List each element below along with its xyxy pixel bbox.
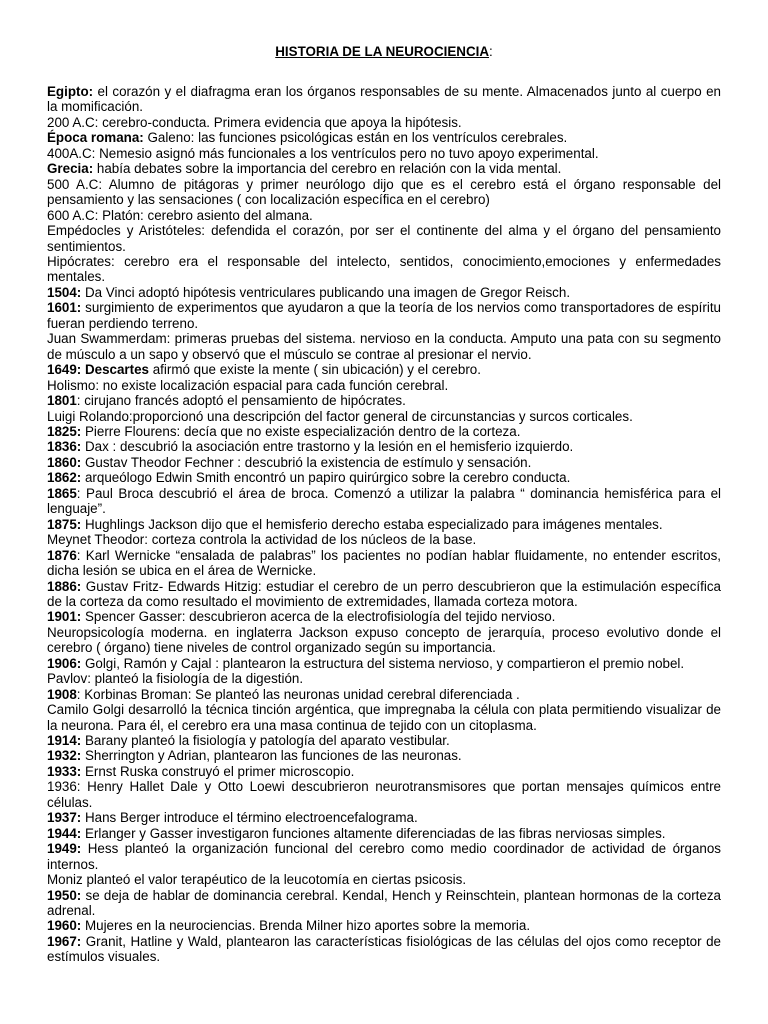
entry-text: Hans Berger introduce el término electroencefalograma. xyxy=(81,810,418,826)
entry-lead: 1960: xyxy=(47,918,82,934)
entry-text: Ernst Ruska construyó el primer microscopio. xyxy=(81,763,355,779)
history-entry xyxy=(47,702,721,733)
history-entry xyxy=(47,331,721,362)
entry-text: afirmó que existe la mente ( sin ubicación) y el cerebro. xyxy=(149,362,481,378)
history-entry xyxy=(47,285,721,300)
history-entry xyxy=(47,208,721,223)
title-text: HISTORIA DE LA NEUROCIENCIA xyxy=(275,44,490,59)
entry-text: Gustav Theodor Fechner : descubrió la existencia de estímulo y sensación. xyxy=(81,454,532,470)
history-entry xyxy=(47,625,721,656)
entry-text: el corazón y el diafragma eran los órganos responsables de su mente. Almacenados junto al cuerpo en la momificación. xyxy=(47,84,721,115)
entry-text: Galeno: las funciones psicológicas están en los ventrículos cerebrales. xyxy=(143,130,568,146)
entry-text: surgimiento de experimentos que ayudaron a que la teoría de los nervios como transportadores de espíritu fueran perdiendo terreno. xyxy=(47,300,721,331)
entry-lead: 1876 xyxy=(47,547,77,563)
entry-text: Juan Swammerdam: primeras pruebas del sistema. nervioso en la conducta. Amputo una pata con su segmento de músculo a un sapo y observó que el músculo se contrae al presionar el nervio. xyxy=(47,331,721,362)
entry-text: Hipócrates: cerebro era el responsable del intelecto, sentidos, conocimiento,emociones y enfermedades mentales. xyxy=(47,253,721,285)
history-entry xyxy=(47,177,721,208)
history-entry xyxy=(47,470,721,485)
entry-text: 400A.C: Nemesio asignó más funcionales a los ventrículos pero no tuvo apoyo experimental. xyxy=(47,145,599,161)
history-entry xyxy=(47,841,721,872)
history-entry xyxy=(47,439,721,454)
history-entry xyxy=(47,826,721,841)
entry-text: Hess planteó la organización funcional del cerebro como medio coordinador de actividad de órganos internos. xyxy=(47,841,721,872)
entry-lead: 1601: xyxy=(47,300,82,316)
history-entry xyxy=(47,130,721,145)
history-entry xyxy=(47,486,721,517)
history-entry xyxy=(47,918,721,933)
history-entry xyxy=(47,779,721,810)
history-entry xyxy=(47,579,721,610)
history-entry xyxy=(47,424,721,439)
history-entry xyxy=(47,934,721,965)
entry-text: : Korbinas Broman: Se planteó las neuronas unidad cerebral diferenciada . xyxy=(76,686,520,702)
history-entry xyxy=(47,362,721,377)
entry-lead: Grecia: xyxy=(47,161,94,177)
entry-lead: 1937: xyxy=(47,810,82,826)
entry-lead: 1862: xyxy=(47,470,82,486)
entry-lead: 1933: xyxy=(47,763,82,779)
history-entry xyxy=(47,223,721,254)
entry-lead: Época romana: xyxy=(47,130,144,146)
entry-text: Mujeres en la neurociencias. Brenda Milner hizo aportes sobre la memoria. xyxy=(81,918,531,934)
entry-text: Hughlings Jackson dijo que el hemisferio derecho estaba especializado para imágenes mentales. xyxy=(81,516,663,532)
entry-text: arqueólogo Edwin Smith encontró un papiro quirúrgico sobre la cerebro conducta. xyxy=(81,470,571,486)
entry-lead: 1901: xyxy=(47,609,82,625)
entry-text: Golgi, Ramón y Cajal : plantearon la estructura del sistema nervioso, y compartieron el premio nobel. xyxy=(81,655,685,671)
entry-text: Camilo Golgi desarrolló la técnica tinción argéntica, que impregnaba la célula con plata permitiendo visualizar de la neurona. Para él, el cerebro era una masa continua de tejido con un citoplasma. xyxy=(47,702,721,733)
entry-lead: 1504: xyxy=(47,284,82,300)
history-entry xyxy=(47,455,721,470)
entry-lead: 1886: xyxy=(47,578,82,594)
entry-text: 1936: Henry Hallet Dale y Otto Loewi descubrieron neurotransmisores que portan mensajes químicos entre células. xyxy=(47,779,721,810)
entry-text: Dax : descubrió la asociación entre trastorno y la lesión en el hemisferio izquierdo. xyxy=(81,439,574,455)
history-entry xyxy=(47,733,721,748)
history-entry xyxy=(47,532,721,547)
entry-text: Meynet Theodor: corteza controla la actividad de los núcleos de la base. xyxy=(47,532,477,548)
document-title xyxy=(0,44,768,59)
entry-lead: 1967: xyxy=(47,933,82,949)
entry-lead: 1836: xyxy=(47,439,82,455)
entry-text: Pierre Flourens: decía que no existe especialización dentro de la corteza. xyxy=(81,423,521,439)
history-entry xyxy=(47,656,721,671)
history-entry xyxy=(47,872,721,887)
entry-lead: 1944: xyxy=(47,825,82,841)
entry-text: había debates sobre la importancia del cerebro en relación con la vida mental. xyxy=(93,161,562,177)
entry-text: Moniz planteó el valor terapéutico de la leucotomía en ciertas psicosis. xyxy=(47,872,467,888)
entry-text: 600 A.C: Platón: cerebro asiento del almana. xyxy=(47,207,313,223)
entry-lead: 1906: xyxy=(47,655,82,671)
entry-text: : cirujano francés adoptó el pensamiento de hipócrates. xyxy=(76,393,406,409)
history-entry xyxy=(47,115,721,130)
entry-text: Da Vinci adoptó hipótesis ventriculares publicando una imagen de Gregor Reisch. xyxy=(81,284,571,300)
document-body xyxy=(47,84,721,965)
entry-lead: 1825: xyxy=(47,423,82,439)
entry-lead: 1950: xyxy=(47,887,82,903)
history-entry xyxy=(47,517,721,532)
entry-lead: 1801 xyxy=(47,393,77,409)
history-entry xyxy=(47,254,721,285)
entry-text: Granit, Hatline y Wald, plantearon las características fisiológicas de las células del ojos como receptor de estímulos visuales. xyxy=(47,933,721,965)
entry-lead: 1860: xyxy=(47,454,82,470)
history-entry xyxy=(47,378,721,393)
entry-lead: 1914: xyxy=(47,733,82,749)
history-entry xyxy=(47,748,721,763)
entry-text: 200 A.C: cerebro-conducta. Primera evidencia que apoya la hipótesis. xyxy=(47,114,462,130)
history-entry xyxy=(47,764,721,779)
entry-lead: 1908 xyxy=(47,686,77,702)
entry-text: Empédocles y Aristóteles: defendida el corazón, por ser el continente del alma y el órgano del pensamiento sentimientos. xyxy=(47,223,721,254)
history-entry xyxy=(47,687,721,702)
entry-text: Erlanger y Gasser investigaron funciones altamente diferenciadas de las fibras nerviosas simples. xyxy=(81,825,666,841)
entry-lead: 1865 xyxy=(47,485,77,501)
entry-text: : Karl Wernicke “ensalada de palabras” los pacientes no podían hablar fluidamente, no entender escritos, dicha lesión se ubica en el área de Wernicke. xyxy=(47,547,721,579)
entry-lead: 1932: xyxy=(47,748,82,764)
entry-text: Pavlov: planteó la fisiología de la digestión. xyxy=(47,671,304,687)
entry-text: Barany planteó la fisiología y patología del aparato vestibular. xyxy=(81,733,450,749)
entry-lead: 1649: Descartes xyxy=(47,362,149,378)
history-entry xyxy=(47,161,721,176)
entry-text: se deja de hablar de dominancia cerebral. Kendal, Hench y Reinschtein, plantean hormonas de la corteza adrenal. xyxy=(47,887,721,919)
entry-text: Luigi Rolando:proporcionó una descripción del factor general de circunstancias y surcos corticales. xyxy=(47,408,633,424)
history-entry xyxy=(47,300,721,331)
history-entry xyxy=(47,84,721,115)
entry-text: Neuropsicología moderna. en inglaterra Jackson expuso concepto de jerarquía, proceso evolutivo donde el cerebro ( órgano) tiene niveles de control organizado según su importancia. xyxy=(47,624,721,656)
entry-lead: 1949: xyxy=(47,841,82,857)
entry-text: 500 A.C: Alumno de pitágoras y primer neurólogo dijo que es el cerebro está el órgano responsable del pensamiento y las sensaciones ( con localización específica en el cerebro) xyxy=(47,176,721,208)
history-entry xyxy=(47,609,721,624)
history-entry xyxy=(47,146,721,161)
entry-lead: 1875: xyxy=(47,516,82,532)
entry-text: Sherrington y Adrian, plantearon las funciones de las neuronas. xyxy=(81,748,462,764)
title-colon: : xyxy=(489,44,493,59)
entry-text: Holismo: no existe localización espacial para cada función cerebral. xyxy=(47,377,449,393)
history-entry xyxy=(47,888,721,919)
entry-lead: Egipto: xyxy=(47,84,94,99)
history-entry xyxy=(47,671,721,686)
entry-text: : Paul Broca descubrió el área de broca. Comenzó a utilizar la palabra “ dominancia hemisférica para el lenguaje”. xyxy=(47,485,721,517)
history-entry xyxy=(47,810,721,825)
history-entry xyxy=(47,548,721,579)
history-entry xyxy=(47,409,721,424)
entry-text: Spencer Gasser: descubrieron acerca de la electrofisiología del tejido nervioso. xyxy=(81,609,556,625)
entry-text: Gustav Fritz- Edwards Hitzig: estudiar el cerebro de un perro descubrieron que la estimulación específica de la corteza da como resultado el movimiento de extremidades, llamada corteza motora. xyxy=(47,578,721,609)
history-entry xyxy=(47,393,721,408)
